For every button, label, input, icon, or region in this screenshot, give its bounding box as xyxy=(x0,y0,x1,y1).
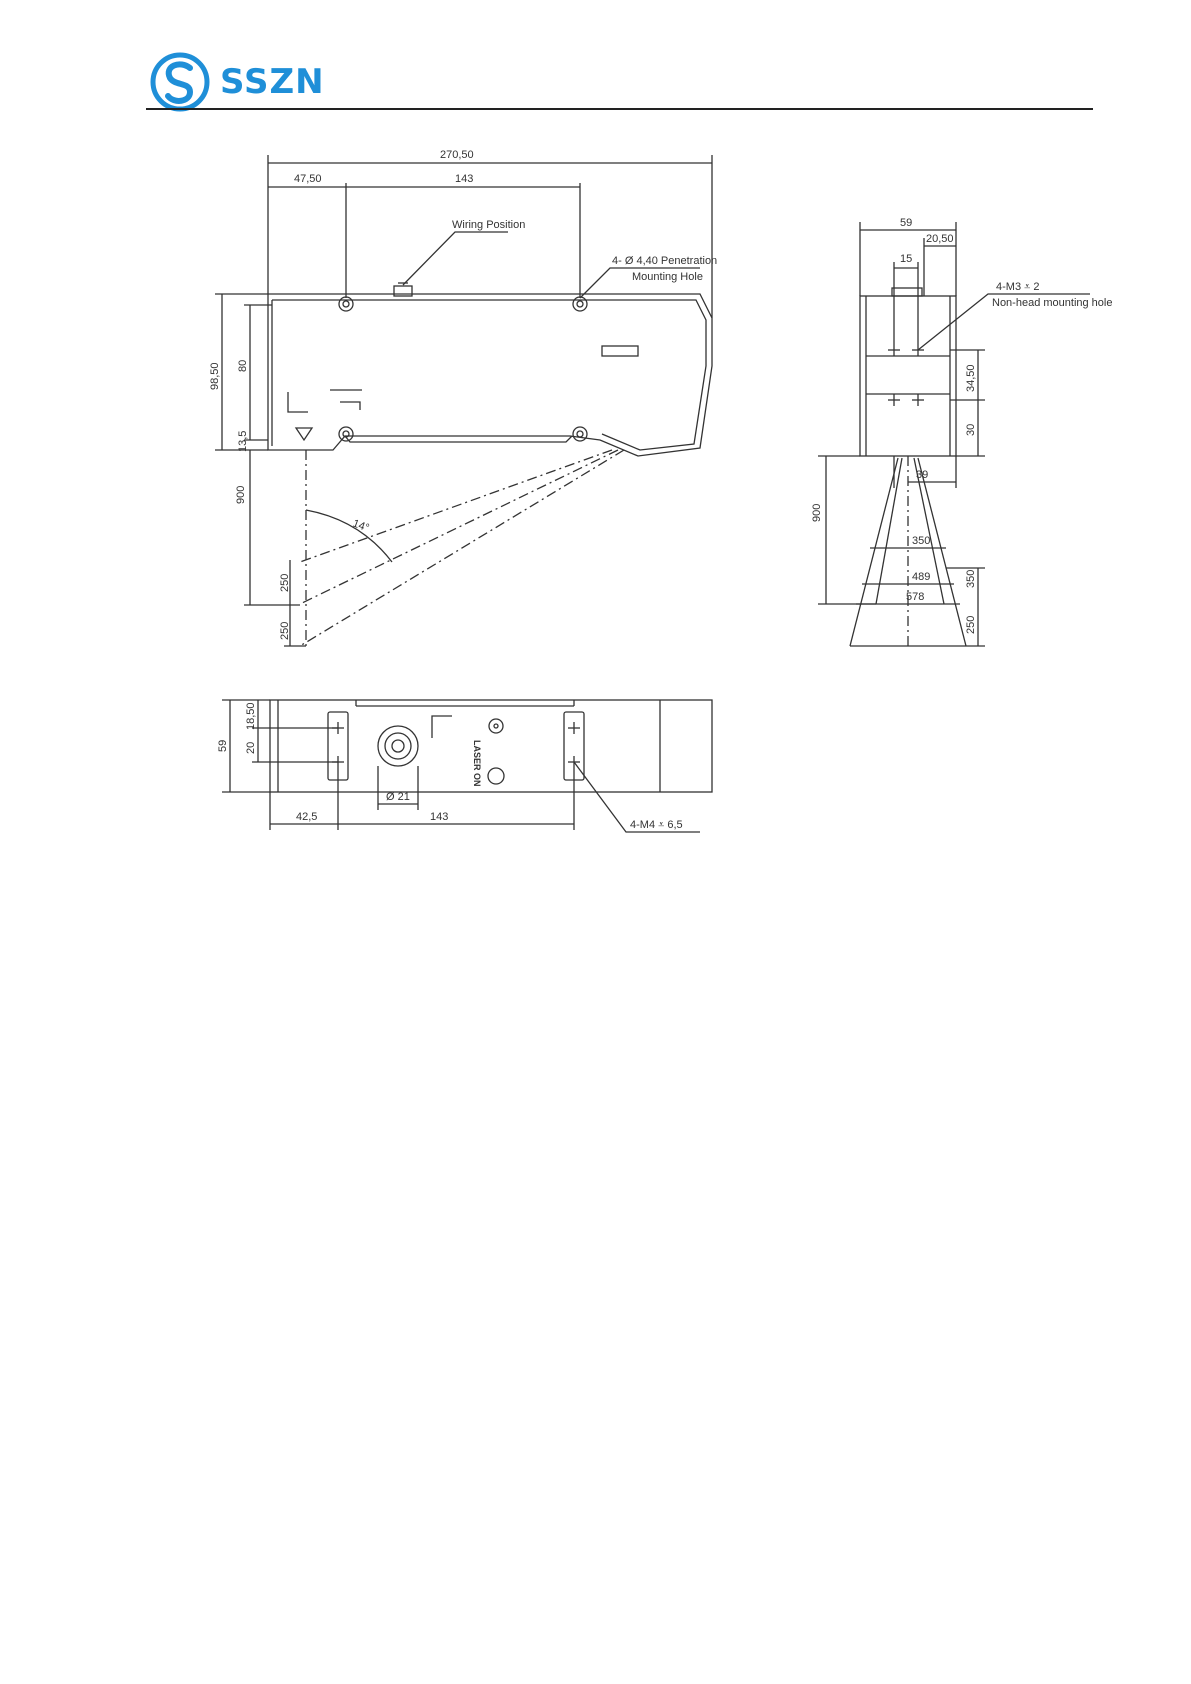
top-hole-spacing: 143 xyxy=(430,811,449,823)
end-beam-width-2: 489 xyxy=(912,571,931,583)
end-range: 900 xyxy=(811,503,823,522)
side-hole-callout-1: 4- Ø 4,40 Penetration xyxy=(612,255,718,267)
end-hole-callout-2: Non-head mounting hole xyxy=(992,297,1113,309)
end-bottom-offset: 30 xyxy=(965,423,977,436)
end-view xyxy=(818,222,1090,646)
end-beam-width-1: 350 xyxy=(912,535,931,547)
side-range-near: 250 xyxy=(279,573,291,592)
side-height-inner: 80 xyxy=(237,359,249,372)
top-laser-label: LASER ON xyxy=(472,740,482,787)
end-hole-callout-1: 4-M3 ⩡ 2 xyxy=(996,281,1040,293)
end-hole-pitch: 34,50 xyxy=(965,364,977,392)
end-beam-width-3: 578 xyxy=(906,591,925,603)
side-bottom-offset: 13,5 xyxy=(237,430,249,452)
side-overall-length: 270,50 xyxy=(440,149,474,161)
top-connector-dia: Ø 21 xyxy=(386,791,410,803)
side-wiring-label: Wiring Position xyxy=(452,219,526,231)
top-width: 59 xyxy=(217,739,229,752)
side-offset-left: 47,50 xyxy=(294,173,322,185)
side-range: 900 xyxy=(235,485,247,504)
brand-name: SSZN xyxy=(220,62,325,102)
end-window-width: 39 xyxy=(916,469,929,481)
end-width: 59 xyxy=(900,217,913,229)
side-range-far: 250 xyxy=(279,621,291,640)
side-hole-callout-2: Mounting Hole xyxy=(632,271,703,283)
top-hole-pitch: 20 xyxy=(245,741,257,754)
side-hole-spacing: 143 xyxy=(455,173,474,185)
end-small: 15 xyxy=(900,253,913,265)
end-offset: 20,50 xyxy=(926,233,954,245)
top-thread-callout: 4-M4 ⩡ 6,5 xyxy=(630,819,683,831)
top-offset: 18,50 xyxy=(245,702,257,730)
top-left-offset: 42,5 xyxy=(296,811,318,823)
end-range-near: 350 xyxy=(965,569,977,588)
side-angle: 14° xyxy=(350,517,371,535)
end-range-far: 250 xyxy=(965,615,977,634)
side-height-total: 98,50 xyxy=(209,362,221,390)
